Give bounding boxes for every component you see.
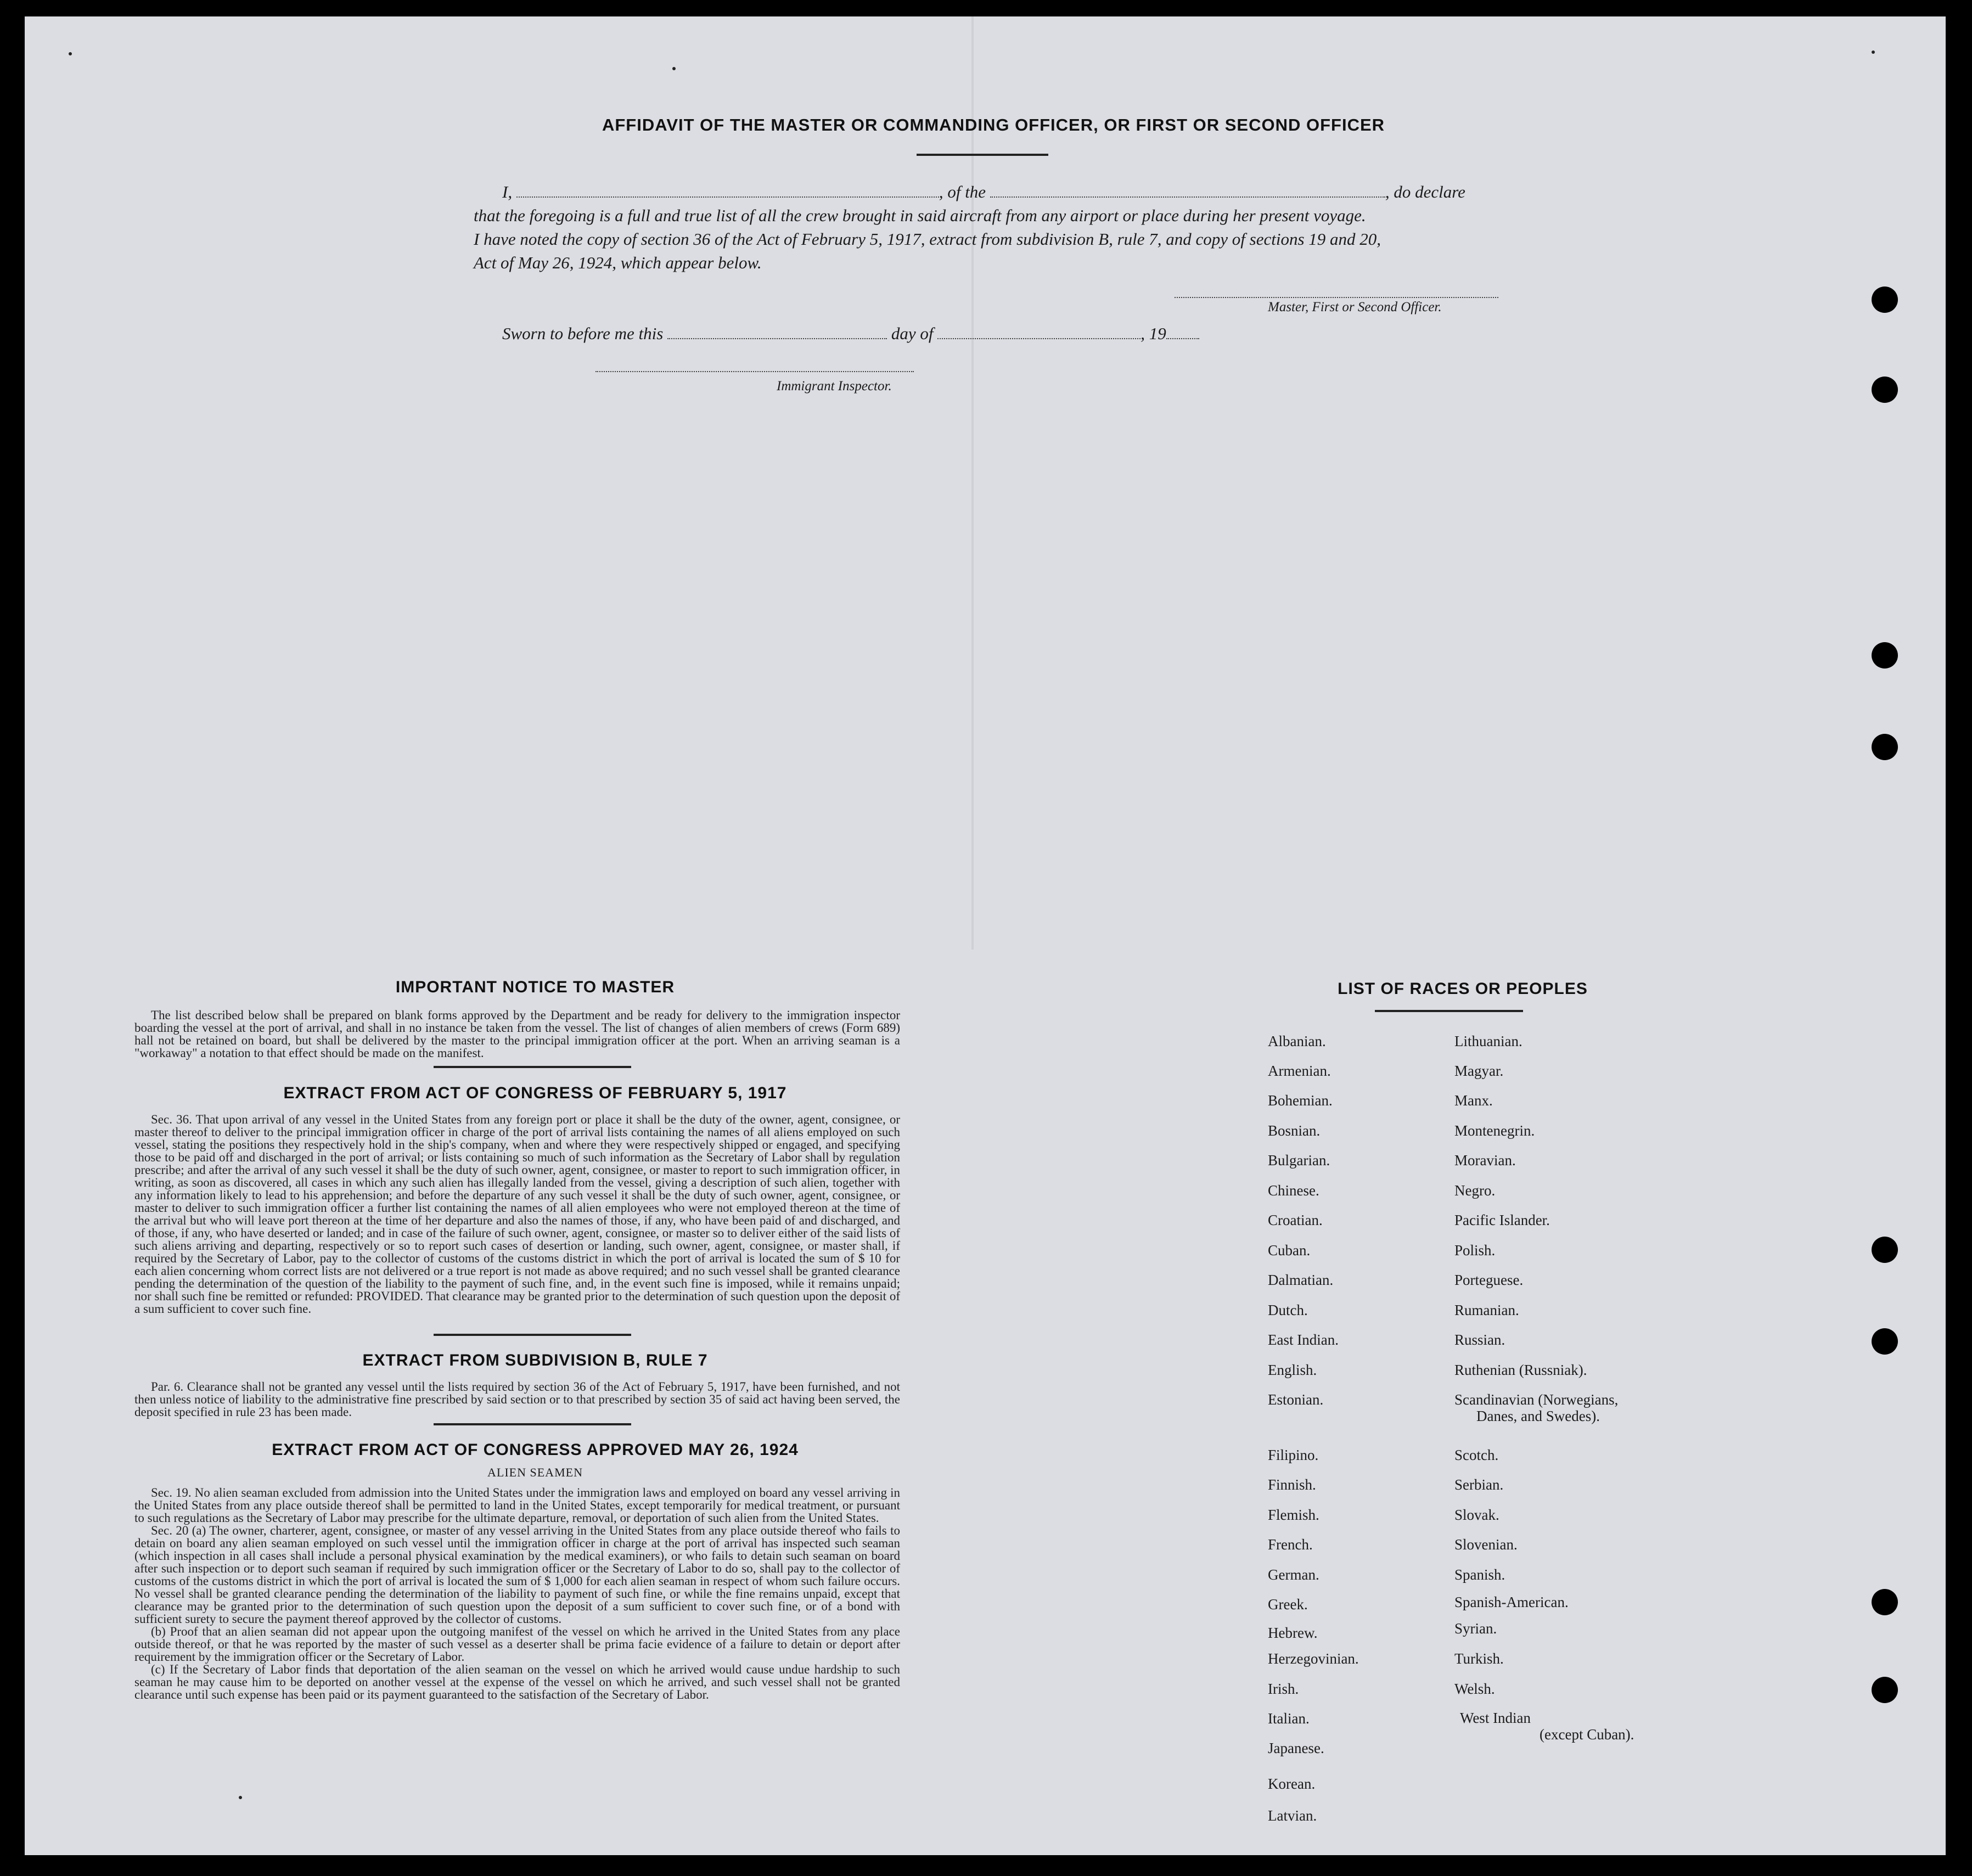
binder-hole	[1872, 1237, 1898, 1263]
sworn-year-field[interactable]	[1166, 324, 1199, 339]
race-item: (except Cuban).	[1540, 1726, 1634, 1743]
race-item: Estonian.	[1268, 1391, 1324, 1408]
sec-36-paragraph: Sec. 36. That upon arrival of any vessel in the United States from any foreign port or place it shall be the duty of the owner, agent, consignee, or master thereof to deliver to the principal immigration officer in charge of the port of arrival lists containing the names of all aliens employed on such vessel, stating the positions they respectively hold in the ship's company, when and where they were respectively shipped or engaged, and specifying those to be paid off and discharged in the port of arrival; or lists containing so much of such information as the Secretary of Labor shall by regulation prescribe; and after the arrival of any such vessel it shall be the duty of such owner, agent, consignee, or master to report to such immigration officer, in writing, as soon as discovered, all cases in which any such alien has illegally landed from the vessel, giving a description of such alien, together with any information likely to lead to his apprehension; and before the departure of any such vessel it shall be the duty of such owner, agent, consignee, or master to deliver to such immigration officer a further list containing the names of all alien employees who were not employed thereon at the time of the arrival but who will leave port thereon at the time of her departure and also the names of those, if any, who have been paid of and discharged, and of those, if any, who have deserted or landed; and in case of the failure of such owner, agent, consignee, or master so to deliver either of the said lists of such aliens arriving and departing, respectively or so to report such cases of desertion or landing, such owner, agent, consignee, or master shall, if required by the Secretary of Labor, pay to the collector of customs of the customs district in which the port of arrival is located the sum of $ 10 for each alien concerning whom correct lists are not delivered or a true report is not made as above required; and no such vessel shall be granted clearance pending the determination of the question of the liability to the payment of such fine, and, in the event such fine is imposed, while it remains unpaid; nor shall such fine be remitted or refunded: PROVIDED. That clearance may be granted prior to the determination of such question upon the deposit of a sum sufficient to cover such fine.	[134, 1113, 900, 1316]
notice-title: IMPORTANT NOTICE TO MASTER	[395, 978, 675, 996]
race-item: Serbian.	[1454, 1476, 1504, 1493]
race-item: Bulgarian.	[1268, 1152, 1330, 1169]
affidavit-line-4: Act of May 26, 1924, which appear below.	[474, 253, 762, 272]
race-item: Bohemian.	[1268, 1092, 1333, 1109]
race-item: Japanese.	[1268, 1740, 1324, 1756]
binder-hole	[1872, 287, 1898, 313]
affidavit-declare-label: , do declare	[1385, 182, 1465, 201]
sec-20c-paragraph: (c) If the Secretary of Labor finds that deportation of the alien seaman on the vessel on which he arrived would cause undue hardship to such seaman he may cause him to be deported on another vessel at the expense of the vessel on which he arrived, and such vessel shall not be granted clearance until such expense has been paid or its payment guaranteed to the satisfaction of the Secretary of Labor.	[134, 1662, 900, 1701]
affidavit-title-rule	[917, 154, 1048, 156]
alien-seamen-subtitle: ALIEN SEAMEN	[487, 1465, 583, 1479]
scan-speck	[1872, 50, 1875, 54]
races-title-rule	[1375, 1010, 1523, 1012]
race-item: Welsh.	[1454, 1681, 1495, 1697]
notice-rule	[434, 1066, 631, 1068]
race-item: French.	[1268, 1536, 1313, 1553]
scan-speck	[239, 1796, 242, 1799]
subdivision-b-body	[134, 1380, 900, 1418]
day-of-label: day of	[891, 324, 934, 343]
race-item: Cuban.	[1268, 1242, 1311, 1259]
race-item: Manx.	[1454, 1092, 1493, 1109]
sec-20a-paragraph: Sec. 20 (a) The owner, charterer, agent, consignee, or master of any vessel arriving in the United States from any place outside thereof who fails to detain on board any alien seaman employed on such vessel until the immigration officer in charge at the port of arrival has inspected such seaman (which inspection in all cases shall include a personal physical examination by the medical examiners), or who fails to detain such seaman on board after such inspection or to deport such seaman if required by such immigration officer or the Secretary of Labor to do so, shall pay to the collector of customs of the customs district in which the port of arrival is located the sum of $ 1,000 for each alien seaman in respect of whom such failure occurs. No vessel shall be granted clearance pending the determination of the liability to payment of such fine, or while the fine remains unpaid, except that clearance may be granted prior to the determination of such question upon the deposit of a sum sufficient to cover such fine, or of a bond with sufficient surety to secure the payment thereof approved by the collector of customs.	[134, 1524, 900, 1626]
race-item: Greek.	[1268, 1596, 1308, 1613]
extract-1917-body	[134, 1113, 900, 1315]
race-item: Finnish.	[1268, 1476, 1316, 1493]
race-item: Albanian.	[1268, 1033, 1326, 1049]
master-name-field[interactable]	[516, 182, 939, 198]
race-item: East Indian.	[1268, 1332, 1339, 1348]
race-item: Flemish.	[1268, 1507, 1319, 1523]
master-signature-field[interactable]	[1175, 283, 1498, 298]
extract-1924-title: EXTRACT FROM ACT OF CONGRESS APPROVED MAY 26, 1924	[272, 1441, 799, 1459]
binder-hole	[1872, 1589, 1898, 1615]
par-6-paragraph: Par. 6. Clearance shall not be granted any vessel until the lists required by section 36 of the Act of February 5, 1917, have been furnished, and not then unless notice of liability to the administrative fine prescribed by said section or to that prescribed by section 35 of said act having been served, the deposit specified in rule 23 has been made.	[134, 1380, 900, 1419]
race-item: Bosnian.	[1268, 1122, 1321, 1139]
race-item: Rumanian.	[1454, 1302, 1519, 1318]
race-item: Scandinavian (Norwegians,	[1454, 1391, 1619, 1408]
race-item: German.	[1268, 1566, 1319, 1583]
race-item: Russian.	[1454, 1332, 1505, 1348]
sec-19-paragraph: Sec. 19. No alien seaman excluded from admission into the United States under the immigration laws and employed on board any vessel arriving in the United States from any place outside thereof shall be permitted to land in the United States, except temporarily for medical treatment, or pursuant to such regulations as the Secretary of Labor may prescribe for the ultimate departure, removal, or deportation of such alien from the United States.	[134, 1486, 900, 1525]
race-item: Korean.	[1268, 1776, 1316, 1792]
race-item: Slovenian.	[1454, 1536, 1518, 1553]
inspector-signature-field[interactable]	[595, 357, 914, 372]
binder-hole	[1872, 1328, 1898, 1355]
extract-1924-body	[134, 1486, 900, 1701]
race-item: Irish.	[1268, 1681, 1299, 1697]
affidavit-title: AFFIDAVIT OF THE MASTER OR COMMANDING OFFICER, OR FIRST OR SECOND OFFICER	[602, 115, 1385, 134]
race-item: Danes, and Swedes).	[1476, 1408, 1600, 1424]
fold-line	[971, 16, 974, 950]
race-item: Slovak.	[1454, 1507, 1499, 1523]
binder-hole	[1872, 642, 1898, 669]
notice-body	[134, 1009, 900, 1059]
sworn-month-field[interactable]	[937, 324, 1140, 339]
races-title: LIST OF RACES OR PEOPLES	[1338, 980, 1588, 998]
master-signature-label: Master, First or Second Officer.	[1268, 300, 1442, 314]
race-item: Spanish-American.	[1454, 1594, 1569, 1610]
extract-1917-rule	[434, 1334, 631, 1336]
affidavit-line-3: I have noted the copy of section 36 of the Act of February 5, 1917, extract from subdivision B, rule 7, and copy of sections 19 and 20,	[474, 229, 1381, 249]
notice-paragraph: The list described below shall be prepared on blank forms approved by the Department and be ready for delivery to the immigration inspector boarding the vessel at the port of arrival, and shall in no instance be taken from the vessel. The list of changes of alien members of crews (Form 689) hall not be retained on board, but shall be delivered by the master to the principal immigration officer at the port. When an arriving seaman is a "workaway" a notation to that effect should be made on the manifest.	[134, 1008, 900, 1060]
binder-hole	[1872, 1677, 1898, 1703]
scan-speck	[69, 52, 72, 55]
race-item: English.	[1268, 1362, 1317, 1378]
affidavit-i-label: I,	[502, 182, 513, 201]
subdivision-b-rule	[434, 1423, 631, 1425]
race-item: Porteguese.	[1454, 1272, 1524, 1288]
race-item: West Indian	[1460, 1710, 1531, 1726]
race-item: Polish.	[1454, 1242, 1496, 1259]
scan-speck	[672, 67, 676, 70]
race-item: Latvian.	[1268, 1807, 1317, 1824]
inspector-label: Immigrant Inspector.	[777, 379, 892, 394]
race-item: Magyar.	[1454, 1063, 1504, 1079]
race-item: Pacific Islander.	[1454, 1212, 1550, 1228]
race-item: Hebrew.	[1268, 1625, 1318, 1641]
race-item: Armenian.	[1268, 1063, 1331, 1079]
vessel-name-field[interactable]	[990, 182, 1385, 198]
race-item: Ruthenian (Russniak).	[1454, 1362, 1587, 1378]
sworn-label: Sworn to before me this	[502, 324, 664, 343]
binder-hole	[1872, 734, 1898, 760]
race-item: Dutch.	[1268, 1302, 1308, 1318]
affidavit-of-the-label: , of the	[939, 182, 986, 201]
race-item: Herzegovinian.	[1268, 1650, 1359, 1667]
races-left-column	[1268, 1033, 1432, 1829]
races-right-column	[1454, 1033, 1729, 1829]
race-item: Italian.	[1268, 1710, 1310, 1727]
race-item: Turkish.	[1454, 1650, 1504, 1667]
race-item: Negro.	[1454, 1182, 1496, 1199]
race-item: Montenegrin.	[1454, 1122, 1535, 1139]
race-item: Spanish.	[1454, 1566, 1505, 1583]
sec-20b-paragraph: (b) Proof that an alien seaman did not appear upon the outgoing manifest of the vessel on which he arrived in the United States from any place outside thereof, or that he was reported by the master of such vessel as a deserter shall be prima facie evidence of a failure to detain or deport after requirement by the immigration officer or the Secretary of Labor.	[134, 1625, 900, 1664]
race-item: Scotch.	[1454, 1447, 1499, 1463]
affidavit-line-1	[502, 182, 1501, 202]
sworn-line	[502, 324, 1199, 344]
sworn-day-field[interactable]	[667, 324, 887, 339]
extract-1917-title: EXTRACT FROM ACT OF CONGRESS OF FEBRUARY 5, 1917	[283, 1084, 787, 1102]
year-label: , 19	[1140, 324, 1166, 343]
binder-hole	[1872, 377, 1898, 403]
race-item: Filipino.	[1268, 1447, 1319, 1463]
race-item: Dalmatian.	[1268, 1272, 1334, 1288]
race-item: Croatian.	[1268, 1212, 1323, 1228]
affidavit-line-2: that the foregoing is a full and true list of all the crew brought in said aircraft from any airport or place during her present voyage.	[474, 206, 1366, 225]
document-page	[25, 16, 1946, 1855]
race-item: Lithuanian.	[1454, 1033, 1522, 1049]
race-item: Moravian.	[1454, 1152, 1516, 1169]
race-item: Syrian.	[1454, 1620, 1497, 1637]
race-item: Chinese.	[1268, 1182, 1319, 1199]
subdivision-b-title: EXTRACT FROM SUBDIVISION B, RULE 7	[362, 1351, 708, 1369]
